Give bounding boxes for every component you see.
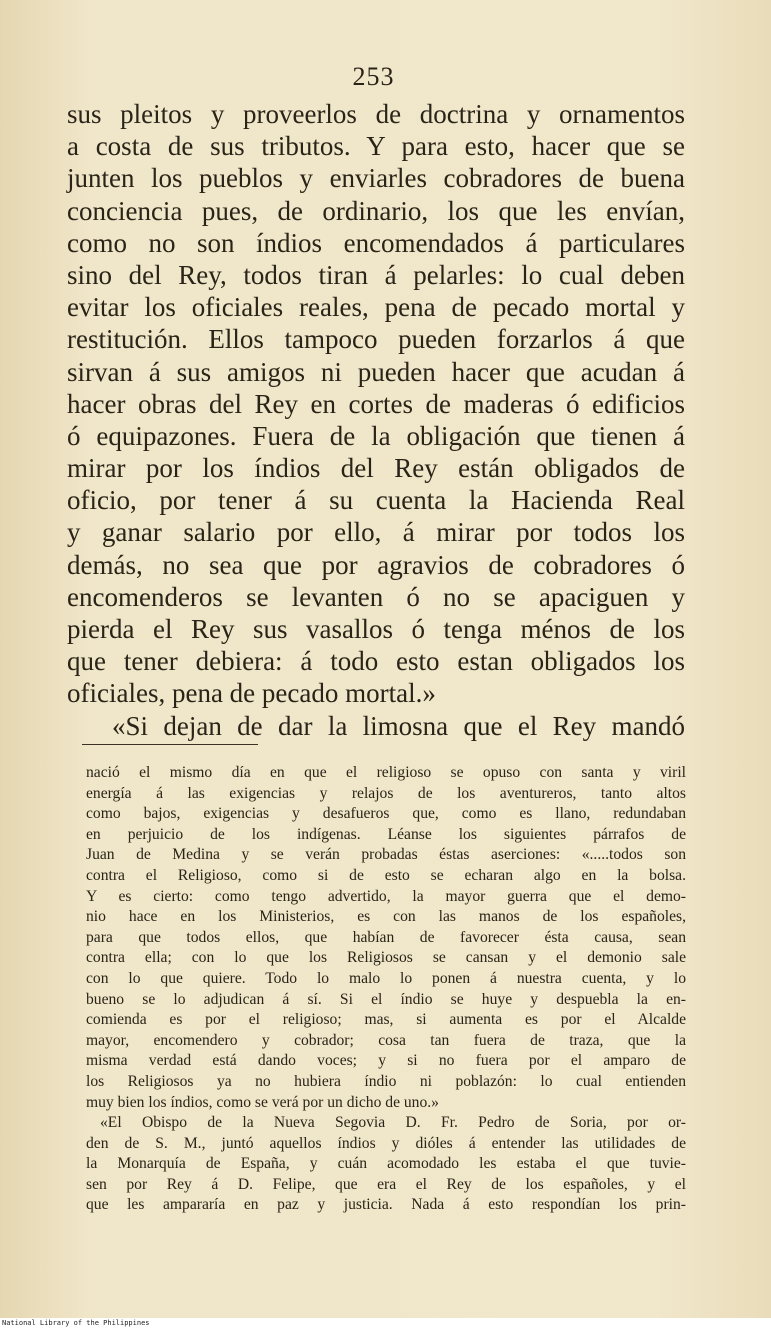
body-line: hacer obras del Rey en cortes de maderas ó edificios — [67, 388, 685, 419]
body-line: como no son índios encomendados á particulares — [67, 227, 685, 258]
body-line: que tener debiera: á todo esto estan obligados los — [67, 646, 685, 677]
footnote-line: que les ampararía en paz y justicia. Nada á esto respondían los prin- — [86, 1196, 686, 1214]
footnote-line: como bajos, exigencias y desafueros que, como es llano, redundaban — [86, 805, 686, 823]
body-line: sus pleitos y proveerlos de doctrina y ornamentos — [67, 99, 685, 129]
body-line: encomenderos se levanten ó no se apaciguen y — [67, 581, 685, 612]
body-line: pierda el Rey sus vasallos ó tenga ménos de los — [67, 614, 685, 644]
footnote-line: en perjuicio de los indígenas. Léanse los siguientes párrafos de — [86, 825, 686, 843]
footnote-line: comienda es por el religioso; mas, si aumenta es por el Alcalde — [86, 1011, 686, 1029]
footnote-line: para que todos ellos, que habían de favorecer ésta causa, sean — [86, 928, 686, 946]
body-line: oficiales, pena de pecado mortal.» — [67, 678, 436, 709]
footnote-line: sen por Rey á D. Felipe, que era el Rey de los españoles, y el — [86, 1175, 686, 1193]
body-line: sino del Rey, todos tiran á pelarles: lo cual deben — [67, 259, 685, 290]
footnote-line: muy bien los índios, como se verá por un dicho de uno.» — [86, 1093, 439, 1111]
body-line: junten los pueblos y enviarles cobradores de buena — [67, 163, 685, 194]
footnote-line: contra ella; con lo que los Religiosos se cansan y el demonio sale — [86, 949, 686, 967]
body-line: a costa de sus tributos. Y para esto, hacer que se — [67, 131, 685, 162]
footnote-line: misma verdad está dando voces; y si no fuera por el amparo de — [86, 1052, 686, 1070]
body-line: conciencia pues, de ordinario, los que les envían, — [67, 195, 685, 226]
body-line: evitar los oficiales reales, pena de pecado mortal y — [67, 292, 685, 323]
footnote-line: nació el mismo día en que el religioso se opuso con santa y viril — [86, 764, 686, 781]
footnote-line: con lo que quiere. Todo lo malo lo ponen á nuestra cuenta, y lo — [86, 969, 686, 987]
body-text — [67, 98, 685, 742]
footnote-text — [86, 763, 686, 1216]
footnote-line: den de S. M., juntó aquellos índios y dióles á entender las utilidades de — [86, 1134, 686, 1152]
body-line: restitución. Ellos tampoco pueden forzarlos á que — [67, 324, 685, 355]
footnote-line: bueno se lo adjudican á sí. Si el índio se huye y despuebla la en- — [86, 990, 686, 1008]
footnote-line: energía á las exigencias y relajos de los aventureros, tanto altos — [86, 784, 686, 802]
footnote-divider — [82, 744, 258, 745]
body-line: mirar por los índios del Rey están obligados de — [67, 453, 685, 484]
footnote-line: los Religiosos ya no hubiera índio ni poblazón: lo cual entienden — [86, 1072, 686, 1090]
footnote-line: Juan de Medina y se verán probadas éstas aserciones: «.....todos son — [86, 846, 686, 864]
footnote-line-paragraph-start: «El Obispo de la Nueva Segovia D. Fr. Pedro de Soria, por or- — [100, 1114, 686, 1132]
body-line: y ganar salario por ello, á mirar por todos los — [67, 517, 685, 548]
body-line: sirvan á sus amigos ni pueden hacer que acudan á — [67, 356, 685, 387]
footnote-line: Y es cierto: como tengo advertido, la mayor guerra que el demo- — [86, 887, 686, 905]
body-line: ó equipazones. Fuera de la obligación que tienen á — [67, 420, 685, 451]
body-line: demás, no sea que por agravios de cobradores ó — [67, 549, 685, 580]
footnote-line: la Monarquía de España, y cuán acomodado les estaba el que tuvie- — [86, 1155, 686, 1173]
body-line-paragraph-start: «Si dejan de dar la limosna que el Rey mandó — [112, 710, 685, 741]
page-number: 253 — [352, 62, 395, 91]
footnote-line: mayor, encomendero y cobrador; cosa tan fuera de traza, que la — [86, 1031, 686, 1049]
footnote-line: nio hace en los Ministerios, es con las manos de los españoles, — [86, 908, 686, 926]
body-line: oficio, por tener á su cuenta la Hacienda Real — [67, 485, 685, 516]
footnote-line: contra el Religioso, como si de esto se echaran algo en la bolsa. — [86, 866, 686, 884]
library-credit: National Library of the Philippines — [0, 1318, 771, 1328]
